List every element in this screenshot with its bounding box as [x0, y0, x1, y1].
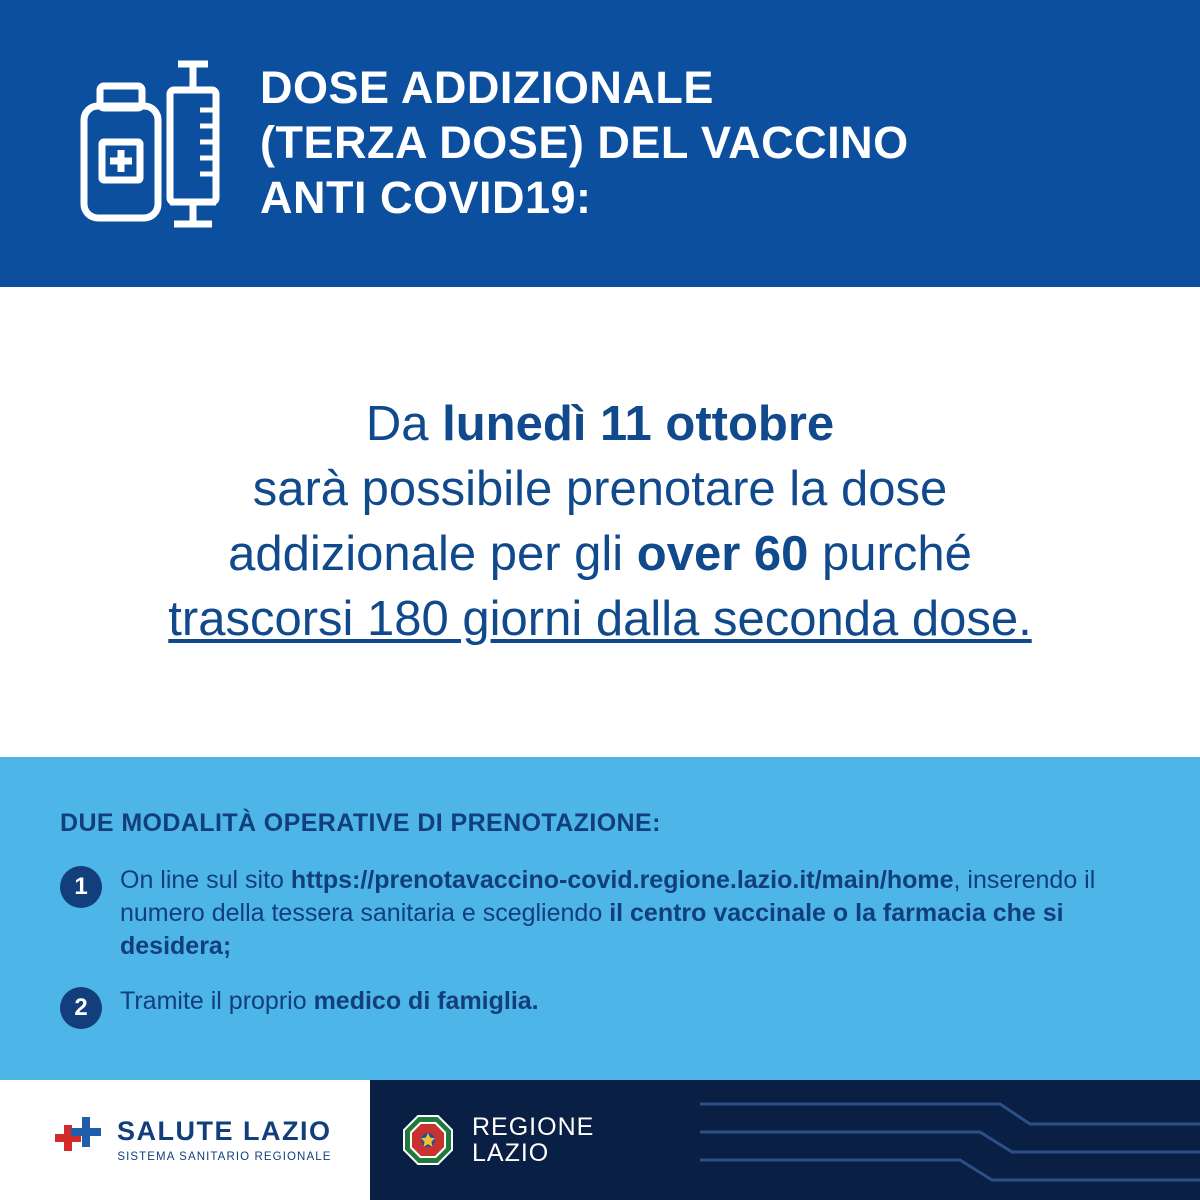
item-text-2 [120, 985, 539, 1018]
footer [0, 1080, 1200, 1200]
main-message-line-2: sarà possibile prenotare la dose [252, 461, 948, 516]
regione-line-2: LAZIO [472, 1139, 550, 1167]
header-banner [0, 0, 1200, 287]
main-line1-bold: lunedì 11 ottobre [442, 396, 835, 451]
main-message-line-4: trascorsi 180 giorni dalla seconda dose. [168, 592, 1032, 647]
header-title-line-1: DOSE ADDIZIONALE [260, 62, 714, 114]
booking-url-link[interactable]: https://prenotavaccino-covid.regione.lazio.it/main/home [290, 866, 954, 894]
item1-part-c: , inserendo il numero della tessera sanitaria e scegliendo [120, 866, 1096, 927]
main-line3-plain-b: purché [808, 527, 972, 581]
main-message-line-3 [168, 522, 1031, 587]
salute-lazio-subtitle: SISTEMA SANITARIO REGIONALE [117, 1150, 332, 1163]
main-message [168, 392, 1031, 653]
regione-lazio-text [472, 1114, 594, 1167]
regione-line-1: REGIONE [472, 1112, 595, 1141]
regione-lazio-logo-block [370, 1080, 1200, 1200]
vaccine-vial-syringe-icon [70, 44, 260, 244]
header-title-line-2: (TERZA DOSE) DEL VACCINO [260, 117, 909, 169]
list-item [60, 985, 1140, 1029]
item2-part-b: medico di famiglia. [313, 987, 539, 1015]
item2-part-a: Tramite il proprio [120, 987, 314, 1015]
salute-lazio-text [117, 1115, 332, 1163]
item-number-badge-2: 2 [60, 987, 102, 1029]
main-message-line-1 [168, 392, 1031, 457]
red-blue-cross-icon [55, 1117, 101, 1163]
panel-title: DUE MODALITÀ OPERATIVE DI PRENOTAZIONE: [60, 809, 661, 837]
item1-part-a: On line sul sito [120, 866, 291, 894]
item1-part-d: il centro vaccinale o la farmacia che si desidera; [120, 899, 1064, 960]
item-text-1 [120, 864, 1100, 963]
list-item [60, 864, 1140, 963]
booking-methods-panel [0, 757, 1200, 1080]
header-title [260, 61, 909, 226]
salute-lazio-logo-block [0, 1080, 370, 1200]
main-line3-bold: over 60 [636, 527, 809, 581]
main-line1-plain: Da [365, 396, 443, 451]
main-line3-plain-a: addizionale per gli [228, 527, 637, 581]
main-message-section [0, 287, 1200, 757]
chevron-decoration [700, 1080, 1200, 1200]
header-title-line-3: ANTI COVID19: [260, 171, 592, 223]
item-number-badge-1: 1 [60, 866, 102, 908]
regione-lazio-shield-icon [402, 1114, 454, 1166]
salute-lazio-title: SALUTE LAZIO [117, 1115, 332, 1146]
